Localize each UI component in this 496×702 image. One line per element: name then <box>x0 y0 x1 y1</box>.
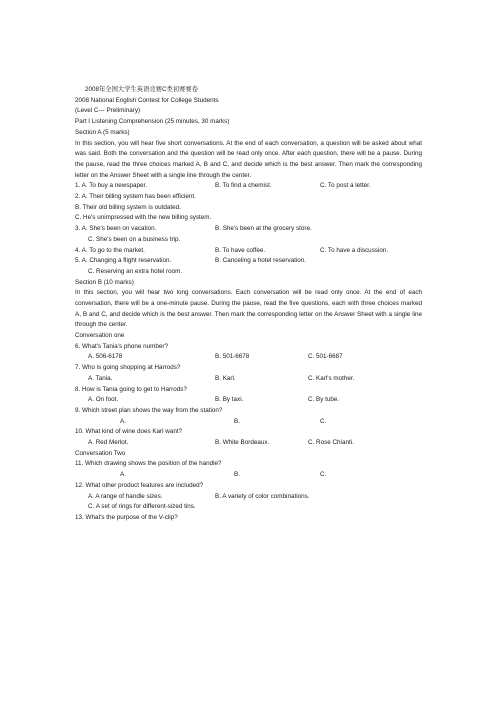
q10-option-c: C. Rose Chianti. <box>308 439 354 447</box>
question-7-options <box>75 374 422 385</box>
question-10-options <box>75 438 422 449</box>
q11-stem: 11. Which drawing shows the position of the handle? <box>75 460 222 468</box>
question-9-options <box>75 417 422 428</box>
q12-stem: 12. What other product features are included? <box>75 481 204 489</box>
q6-option-c: C. 501-6687 <box>308 353 343 361</box>
q3-option-a: 3. A. She's been on vacation. <box>75 225 157 233</box>
q5-option-c: C. Reserving an extra hotel room. <box>88 267 183 275</box>
exam-paper <box>75 85 422 524</box>
exam-title: 2008年全国大学生英语竞赛C类初赛赛卷 <box>85 86 199 93</box>
q1-option-b: B. To find a chemist. <box>215 182 272 190</box>
section-a-instructions: In this section, you will hear five short conversations. At the end of each conversation, a question will be asked about what was said. Both the conversation and the question will be read only once. After each question, there will be a pause. During the pause, read the three choices marked A, B and C, and decide which is the best answer. Then mark the corresponding letter on the Answer Sheet with a single line through the center. <box>75 139 422 179</box>
q1-option-a: 1. A. To buy a newspaper. <box>75 182 147 190</box>
q1-option-c: C. To post a letter. <box>320 182 371 190</box>
q4-option-c: C. To have a discussion. <box>320 246 389 254</box>
q2-option-a: 2. A. Their billing system has been efficient. <box>75 193 196 201</box>
conversation-one-heading: Conversation one <box>75 332 125 340</box>
q7-stem: 7. Who is going shopping at Harrods? <box>75 364 181 372</box>
q5-option-a: 5. A. Changing a flight reservation. <box>75 257 172 265</box>
q6-option-a: A. 506-6178 <box>88 353 123 361</box>
q3-option-b: B. She's been at the grocery store. <box>215 225 312 233</box>
q5-option-b: B. Canceling a hotel reservation. <box>215 257 307 265</box>
exam-subtitle: 2008 National English Contest for College Students <box>75 96 219 104</box>
conversation-two-heading: Conversation Two <box>75 449 126 457</box>
q11-option-a: A. <box>120 471 126 479</box>
question-12-cont <box>75 502 422 513</box>
question-12-options <box>75 492 422 503</box>
section-b-instructions: In this section, you will hear two long conversations. Each conversation will be read only once. At the end of each conversation, there will be a one-minute pause. During the pause, read the five questions, each with three choices marked A, B and C, and decide which is the best answer. Then mark the corresponding letter on the Answer Sheet with a single line through the center. <box>75 289 422 329</box>
q9-option-b: B. <box>234 417 240 425</box>
q4-option-a: 4. A. To go to the market. <box>75 246 145 254</box>
question-1 <box>75 181 422 192</box>
q8-option-c: C. By tube. <box>308 396 340 404</box>
q13-stem: 13. What's the purpose of the V-clip? <box>75 513 178 521</box>
q2-option-c: C. He's unimpressed with the new billing system. <box>75 214 212 222</box>
q7-option-c: C. Karl's mother. <box>308 374 355 382</box>
q4-option-b: B. To have coffee. <box>215 246 266 254</box>
q8-option-b: B. By taxi. <box>215 396 244 404</box>
q8-stem: 8. How is Tania going to get to Harrods? <box>75 385 187 393</box>
q10-option-a: A. Red Merlot. <box>88 439 129 447</box>
q7-option-a: A. Tania. <box>88 374 113 382</box>
question-5 <box>75 256 422 267</box>
q2-option-b: B. Their old billing system is outdated. <box>75 203 181 211</box>
q3-option-c: C. She's been on a business trip. <box>88 235 181 243</box>
q6-option-b: B. 501-6678 <box>215 353 250 361</box>
q9-option-a: A. <box>120 417 126 425</box>
q9-stem: 9. Which street plan shows the way from the station? <box>75 406 223 414</box>
question-6-options <box>75 352 422 363</box>
question-11-options <box>75 470 422 481</box>
q8-option-a: A. On foot. <box>88 396 119 404</box>
part-heading: Part I Listening Comprehension (25 minutes, 30 marks) <box>75 118 230 126</box>
q10-option-b: B. White Bordeaux. <box>215 439 270 447</box>
q11-option-c: C. <box>320 471 327 479</box>
q12-option-c: C. A set of rings for different-sized tins. <box>88 503 196 511</box>
exam-level: (Level C--- Preliminary) <box>75 107 141 115</box>
q11-option-b: B. <box>234 471 240 479</box>
question-8-options <box>75 395 422 406</box>
q12-option-b: B. A variety of color combinations. <box>215 492 310 500</box>
q10-stem: 10. What kind of wine does Karl want? <box>75 428 183 436</box>
q12-option-a: A. A range of handle sizes. <box>88 492 163 500</box>
question-3 <box>75 224 422 235</box>
question-3-cont <box>75 235 422 246</box>
question-5-cont <box>75 267 422 278</box>
q6-stem: 6. What's Tania's phone number? <box>75 342 168 350</box>
q9-option-c: C. <box>320 417 327 425</box>
section-a-heading: Section A (5 marks) <box>75 128 130 136</box>
question-4 <box>75 246 422 257</box>
section-b-heading: Section B (10 marks) <box>75 278 134 286</box>
q7-option-b: B. Karl. <box>215 374 236 382</box>
